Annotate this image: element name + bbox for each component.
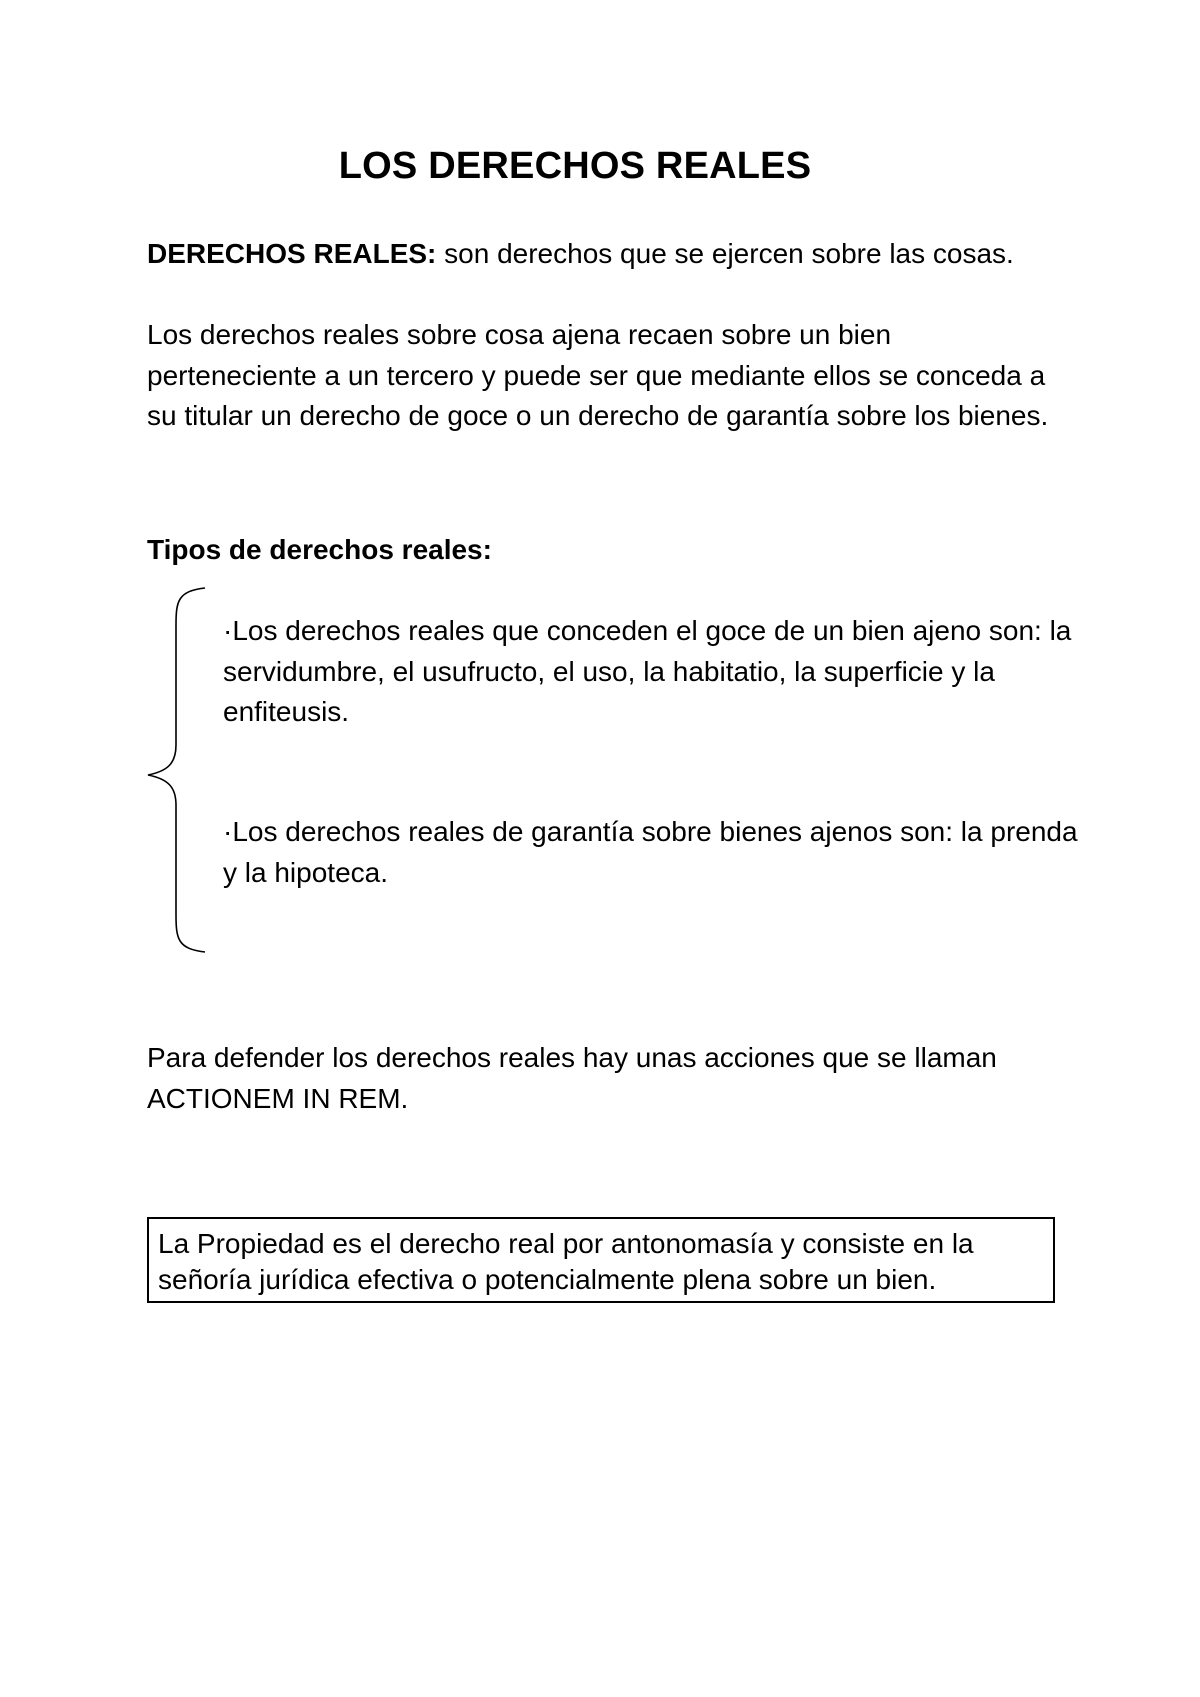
- types-heading: Tipos de derechos reales:: [147, 534, 492, 565]
- propiedad-note-box: La Propiedad es el derecho real por antonomasía y consiste en la señoría jurídica efectiva o potencialmente plena sobre un bien.: [147, 1217, 1055, 1303]
- type-item-goce: ·Los derechos reales que conceden el goce de un bien ajeno son: la servidumbre, el usufructo, el uso, la habitatio, la superficie y la enfiteusis.: [223, 615, 1072, 727]
- definition-paragraph: [147, 234, 1067, 275]
- curly-brace-icon: [140, 585, 210, 955]
- definition-term: DERECHOS REALES:: [147, 238, 437, 269]
- definition-text: son derechos que se ejercen sobre las cosas.: [436, 238, 1014, 269]
- type-item-garantia: ·Los derechos reales de garantía sobre bienes ajenos son: la prenda y la hipoteca.: [223, 816, 1078, 888]
- cosa-ajena-paragraph: Los derechos reales sobre cosa ajena recaen sobre un bien perteneciente a un tercero y puede ser que mediante ellos se conceda a su titular un derecho de goce o un derecho de garantía sobre los bienes.: [147, 319, 1049, 431]
- page-title: LOS DERECHOS REALES: [338, 145, 812, 187]
- defense-paragraph: Para defender los derechos reales hay unas acciones que se llaman ACTIONEM IN REM.: [147, 1042, 997, 1114]
